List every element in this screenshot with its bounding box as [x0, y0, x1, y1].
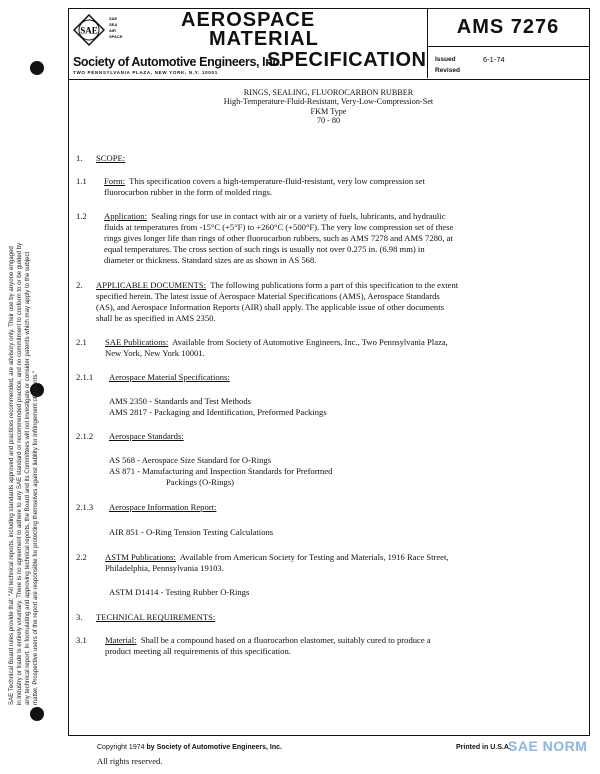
section-number: 2.1: [76, 337, 87, 347]
section-astm-publications: [105, 552, 448, 563]
reference-item: AS 568 - Aerospace Size Standard for O-Rings: [109, 455, 272, 465]
section-number: 1.: [76, 153, 83, 163]
logo-caption-line: SPACE: [109, 34, 123, 39]
sae-norm-watermark: SAE NORM: [508, 738, 588, 754]
disclaimer-line: SAE Technical Board rules provide that: "All technical reports, including standards approved and practices recommended, are advisory only. Their use by anyone engaged: [8, 246, 15, 705]
spec-header: [68, 8, 590, 80]
reference-item: AMS 2817 - Packaging and Identification, Preformed Packings: [109, 407, 327, 417]
logo-caption-line: SAE: [109, 16, 118, 21]
doc-title-line: RINGS, SEALING, FLUOROCARBON RUBBER: [243, 88, 414, 97]
section-number: 2.2: [76, 552, 87, 562]
section-number: 3.1: [76, 635, 87, 645]
paragraph-line: specified herein. The latest issue of Aerospace Material Specifications (AMS), Aerospace Standards: [96, 291, 440, 301]
section-heading: Application:: [104, 211, 147, 221]
doc-title-line: FKM Type: [310, 106, 347, 116]
disclaimer-line: in industry or trade is entirely voluntary. There is no agreement to adhere to any SAE standard or recommended practice, and no commitment to conform to or be guided by: [16, 242, 23, 705]
section-heading-air: Aerospace Information Report:: [109, 502, 217, 512]
paragraph-line: rings gives longer life than rings of other fluorocarbon rubbers, such as AMS 7278 and AMS 7280, at: [104, 233, 453, 243]
copyright-notice: [97, 744, 282, 751]
reference-item: ASTM D1414 - Testing Rubber O-Rings: [109, 587, 250, 597]
copyright-prefix: Copyright: [97, 744, 127, 751]
section-applicable-documents: [96, 280, 458, 291]
logo-monogram: SAE: [80, 25, 98, 36]
section-heading: Material:: [105, 635, 137, 645]
section-heading-scope: SCOPE:: [96, 153, 126, 163]
reference-item: AIR 851 - O-Ring Tension Testing Calculations: [109, 527, 274, 537]
reference-item-continued: Packings (O-Rings): [166, 477, 235, 487]
issued-date: 6-1-74: [483, 55, 505, 64]
header-left: [69, 9, 428, 78]
issued-label: Issued: [435, 56, 456, 63]
revised-label: Revised: [435, 67, 460, 74]
section-application: [104, 211, 446, 222]
paragraph-line: shall be as specified in AMS 2350.: [96, 313, 216, 323]
binder-hole-top: [30, 61, 44, 75]
section-heading: SAE Publications:: [105, 337, 169, 347]
paragraph-line: diameter or thickness. Standard sizes are as shown in AS 568.: [104, 255, 317, 265]
copyright-holder: by Society of Automotive Engineers, Inc.: [146, 744, 282, 751]
section-number: 2.1.2: [76, 431, 94, 441]
section-number: 2.1.3: [76, 502, 94, 512]
paragraph-line: fluorocarbon rubber in the form of molded rings.: [104, 187, 273, 197]
binder-hole-bottom: [30, 707, 44, 721]
paragraph-line: Available from American Society for Testing and Materials, 1916 Race Street,: [179, 552, 449, 562]
section-number: 1.1: [76, 176, 87, 186]
section-number: 3.: [76, 612, 83, 622]
paragraph-line: product meeting all requirements of this specification.: [105, 646, 291, 656]
paragraph-line: Sealing rings for use in contact with air or a variety of fuels, lubricants, and hydraulic: [151, 211, 446, 221]
printed-in-usa: Printed in U.S.A.: [456, 744, 511, 751]
doc-title-line: High-Temperature-Fluid-Resistant, Very-Low-Compression-Set: [223, 97, 434, 107]
section-number: 2.: [76, 280, 83, 290]
paragraph-line: (AS), and Aerospace Information Reports (AIR) shall apply. The applicable issue of other documents: [96, 302, 444, 312]
document-number: AMS 7276: [427, 9, 589, 47]
reference-item: AS 871 - Manufacturing and Inspection Standards for Preformed: [109, 466, 333, 476]
paragraph-line: This specification covers a high-temperature-fluid-resistant, very low compression set: [129, 176, 425, 186]
section-material: [105, 635, 431, 646]
disclaimer-line: matter. Prospective users of the report are responsible for protecting themselves against liability for infringement of patents.": [32, 370, 39, 705]
section-heading: ASTM Publications:: [105, 552, 176, 562]
doc-title-line: 70 - 80: [316, 116, 341, 126]
organization-name: Society of Automotive Engineers, Inc.: [73, 55, 283, 69]
section-heading-as: Aerospace Standards:: [109, 431, 184, 441]
section-number: 2.1.1: [76, 372, 94, 382]
paragraph-line: Available from Society of Automotive Engineers, Inc., Two Pennsylvania Plaza,: [172, 337, 448, 347]
header-right: [427, 9, 589, 78]
paragraph-line: Philadelphia, Pennsylvania 19103.: [105, 563, 224, 573]
section-number: 1.2: [76, 211, 87, 221]
paragraph-line: fluids at temperatures from -15°C (+5°F) to +260°C (+500°F). The very low compression set of these: [104, 222, 454, 232]
paragraph-line: Shall be a compound based on a fluorocarbon elastomer, suitably cured to produce a: [140, 635, 431, 645]
section-heading: APPLICABLE DOCUMENTS:: [96, 280, 207, 290]
copyright-year: 1974: [128, 744, 145, 751]
section-heading-technical: TECHNICAL REQUIREMENTS:: [96, 612, 216, 622]
logo-caption-line: SEA: [109, 22, 118, 27]
disclaimer-line: any technical report. In formulating and approving technical reports, the Board and its Committees will not investigate or consider patents which may apply to the subject: [24, 251, 31, 705]
technical-board-disclaimer: [8, 115, 48, 705]
section-heading-ams: Aerospace Material Specifications:: [109, 372, 230, 382]
reference-item: AMS 2350 - Standards and Test Methods: [109, 396, 251, 406]
all-rights-reserved: All rights reserved.: [97, 756, 163, 766]
sae-logo-icon: [73, 14, 105, 54]
title-specification: SPECIFICATION: [267, 49, 427, 71]
title-aerospace: AEROSPACE: [181, 9, 316, 31]
logo-caption: [109, 16, 122, 40]
section-sae-publications: [105, 337, 448, 348]
paragraph-line: equal temperatures. The cross section of such rings is usually not over 0.275 in. (6.98 mm) in: [104, 244, 425, 254]
paragraph-line: The following publications form a part of this specification to the extent: [210, 280, 459, 290]
paragraph-line: New York, New York 10001.: [105, 348, 205, 358]
document-title: [69, 88, 588, 126]
section-heading: Form:: [104, 176, 126, 186]
logo-caption-line: AIR: [109, 28, 116, 33]
organization-address: TWO PENNSYLVANIA PLAZA, NEW YORK, N.Y. 10001: [73, 70, 218, 75]
spec-body: [68, 80, 590, 736]
title-material: MATERIAL: [209, 28, 319, 50]
section-form: [104, 176, 425, 187]
